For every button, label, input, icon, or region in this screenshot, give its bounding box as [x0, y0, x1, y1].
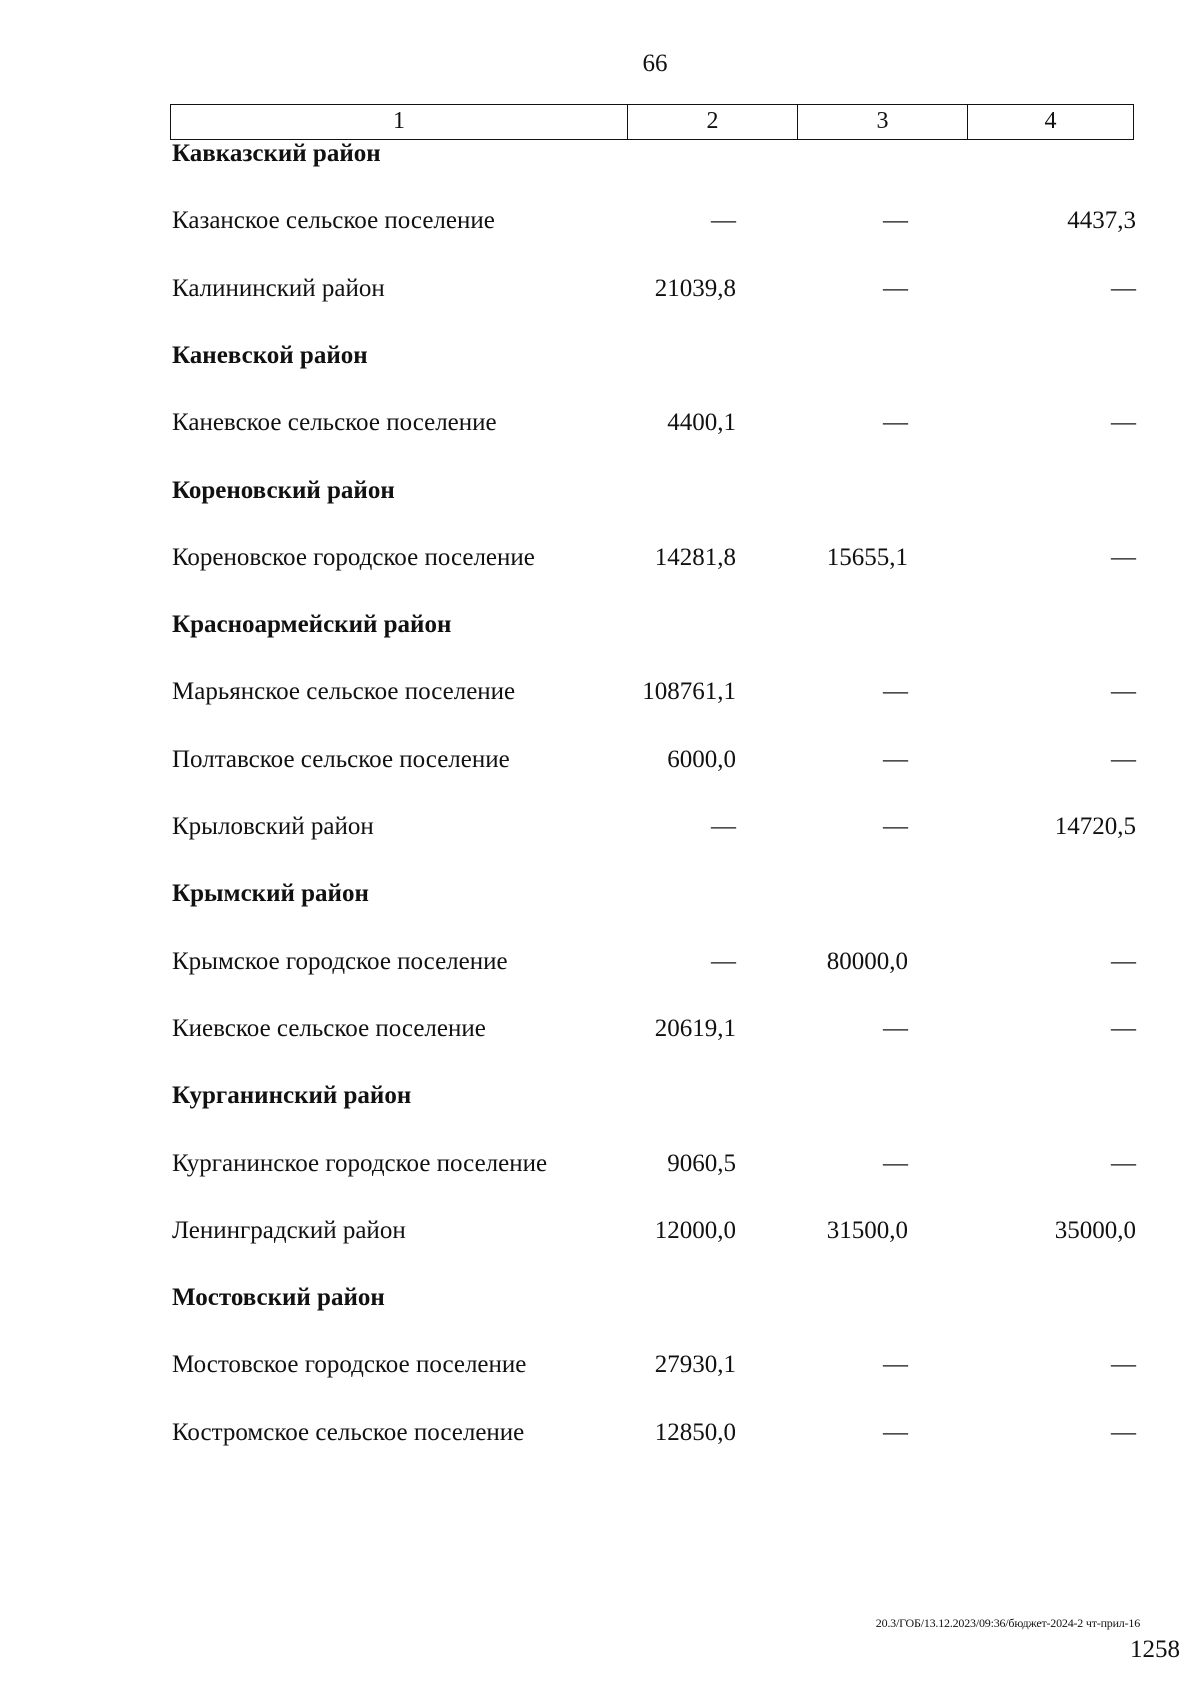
row-value-col-2: 6000,0	[667, 745, 736, 773]
table-row	[170, 740, 1136, 780]
row-value-col-2: 27930,1	[654, 1351, 736, 1379]
row-value-col-4: —	[1111, 543, 1136, 571]
table-row	[170, 807, 1136, 847]
row-value-col-3: —	[883, 1351, 908, 1379]
table-row	[170, 538, 1136, 578]
row-value-col-2: 14281,8	[654, 543, 736, 571]
row-value-col-3: —	[883, 207, 908, 235]
district-heading-row	[170, 1278, 1136, 1318]
table-row	[170, 403, 1136, 443]
row-name: Крыловский район	[172, 813, 374, 840]
row-value-col-2: —	[711, 207, 736, 235]
table-row	[170, 1144, 1136, 1184]
row-value-col-3: 80000,0	[826, 947, 908, 975]
table-row	[170, 1345, 1136, 1385]
table-row	[170, 1211, 1136, 1251]
row-name: Кореновское городское поселение	[172, 543, 535, 571]
document-code: 20.3/ГОБ/13.12.2023/09:36/бюджет-2024-2 чт-прил-16	[875, 1616, 1140, 1630]
district-heading-row	[170, 134, 1136, 174]
row-name: Полтавское сельское поселение	[172, 745, 510, 773]
row-name: Калининский район	[172, 274, 385, 302]
row-value-col-3: 31500,0	[826, 1216, 908, 1244]
row-name: Крымское городское поселение	[172, 947, 508, 975]
table-row	[170, 672, 1136, 712]
row-name: Казанское сельское поселение	[172, 207, 495, 235]
district-name: Кавказский район	[172, 140, 381, 167]
row-value-col-2: 12000,0	[654, 1216, 736, 1244]
row-value-col-3: —	[883, 274, 908, 302]
row-value-col-4: 35000,0	[1054, 1216, 1136, 1244]
row-value-col-3: —	[883, 745, 908, 773]
district-heading-row	[170, 336, 1136, 376]
district-name: Кореновский район	[172, 476, 395, 504]
row-value-col-4: —	[1111, 1149, 1136, 1177]
row-value-col-4: —	[1111, 947, 1136, 975]
row-value-col-2: —	[711, 813, 736, 840]
sheet-number: 1258	[1130, 1636, 1180, 1663]
row-name: Мостовское городское поселение	[172, 1351, 527, 1379]
header-col-1: 1	[171, 105, 628, 139]
district-heading-row	[170, 874, 1136, 914]
row-name: Марьянское сельское поселение	[172, 678, 516, 706]
row-value-col-2: —	[711, 947, 736, 975]
row-value-col-3: —	[883, 1418, 908, 1446]
table-row	[170, 269, 1136, 309]
row-value-col-4: 14720,5	[1054, 813, 1136, 840]
row-value-col-3: —	[883, 678, 908, 706]
row-value-col-3: —	[883, 409, 908, 437]
district-heading-row	[170, 605, 1136, 645]
row-name: Костромское сельское поселение	[172, 1418, 525, 1446]
district-name: Каневской район	[172, 341, 368, 369]
row-value-col-4: —	[1111, 678, 1136, 706]
row-value-col-2: 108761,1	[642, 678, 736, 706]
row-value-col-3: —	[883, 813, 908, 840]
row-value-col-2: 21039,8	[654, 274, 736, 302]
district-name: Мостовский район	[172, 1284, 385, 1312]
table-row	[170, 1009, 1136, 1049]
row-value-col-2: 9060,5	[667, 1149, 736, 1177]
row-name: Ленинградский район	[172, 1216, 406, 1244]
header-col-4: 4	[1044, 108, 1057, 134]
row-value-col-2: 4400,1	[667, 409, 736, 437]
row-value-col-4: —	[1111, 1418, 1136, 1446]
row-value-col-3: —	[883, 1149, 908, 1177]
page-number: 66	[642, 50, 668, 77]
row-name: Киевское сельское поселение	[172, 1014, 486, 1042]
header-col-3: 3	[798, 105, 968, 139]
row-value-col-4: —	[1111, 1351, 1136, 1379]
row-value-col-3: 15655,1	[826, 543, 908, 571]
table-row	[170, 201, 1136, 241]
table-row	[170, 942, 1136, 982]
row-value-col-2: 20619,1	[654, 1014, 736, 1042]
district-heading-row	[170, 1076, 1136, 1116]
row-value-col-3: —	[883, 1014, 908, 1042]
row-value-col-4: —	[1111, 274, 1136, 302]
row-value-col-4: 4437,3	[1067, 207, 1136, 235]
table-row	[170, 1413, 1136, 1453]
row-value-col-4: —	[1111, 745, 1136, 773]
district-name: Крымский район	[172, 880, 369, 908]
district-heading-row	[170, 471, 1136, 511]
row-value-col-2: 12850,0	[654, 1418, 736, 1446]
row-value-col-4: —	[1111, 1014, 1136, 1042]
row-value-col-4: —	[1111, 409, 1136, 437]
row-name: Курганинское городское поселение	[172, 1149, 548, 1177]
district-name: Красноармейский район	[172, 611, 452, 639]
district-name: Курганинский район	[172, 1082, 412, 1110]
header-col-2: 2	[628, 105, 798, 139]
row-name: Каневское сельское поселение	[172, 409, 497, 437]
